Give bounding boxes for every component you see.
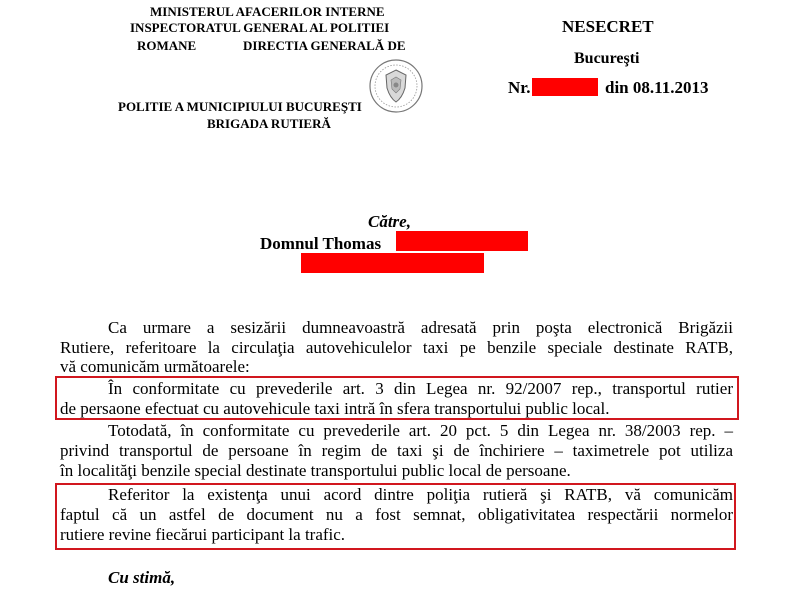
header-politie: POLITIE A MUNICIPIULUI BUCUREŞTI xyxy=(118,99,362,114)
paragraph-4-line-2: faptul că un astfel de document nu a fost semnat, obligativitatea respectării normelor xyxy=(60,505,733,524)
paragraph-2-line-2: de persaone efectuat cu autovehicule taxi intră în sfera transportului public local. xyxy=(60,399,610,418)
redacted-number xyxy=(532,78,598,96)
police-seal-icon xyxy=(368,58,424,114)
paragraph-2-line-1: În conformitate cu prevederile art. 3 din Legea nr. 92/2007 rep., transportul rutier xyxy=(108,379,733,398)
paragraph-3-line-3: în localităţi benzile special destinate transportului public local de persoane. xyxy=(60,461,571,480)
header-inspectorate: INSPECTORATUL GENERAL AL POLITIEI xyxy=(130,20,390,35)
addressee-name: Domnul Thomas xyxy=(260,234,382,253)
header-romane: ROMANE xyxy=(137,38,197,53)
header-brigada: BRIGADA RUTIERĂ xyxy=(207,116,331,131)
header-directia: DIRECTIA GENERALĂ DE xyxy=(243,38,406,53)
redacted-surname xyxy=(396,231,528,251)
classification-label: NESECRET xyxy=(562,17,654,36)
paragraph-1-line-3: vă comunicăm următoarele: xyxy=(60,357,250,376)
city-label: Bucureşti xyxy=(574,50,640,67)
paragraph-1-line-2: Rutiere, referitoare la circulaţia autovehiculelor taxi pe benzile speciale destinate RATB, xyxy=(60,338,733,357)
date-text: din 08.11.2013 xyxy=(605,78,709,97)
redacted-email xyxy=(301,253,484,273)
paragraph-1-line-1: Ca urmare a sesizării dumneavoastră adresată prin poşta electronică Brigăzii xyxy=(108,318,733,337)
to-label: Către, xyxy=(368,212,411,231)
paragraph-4-line-1: Referitor la existenţa unui acord dintre poliţia rutieră şi RATB, vă comunicăm xyxy=(108,485,733,504)
paragraph-3-line-1: Totodată, în conformitate cu prevederile art. 20 pct. 5 din Legea nr. 38/2003 rep. – xyxy=(108,421,733,440)
number-label: Nr. xyxy=(508,78,531,97)
paragraph-4-line-3: rutiere revine fiecărui participant la trafic. xyxy=(60,525,346,544)
closing-salutation: Cu stimă, xyxy=(108,568,176,587)
header-ministry: MINISTERUL AFACERILOR INTERNE xyxy=(150,4,385,19)
paragraph-3-line-2: privind transportul de persoane în regim de taxi şi de închiriere – taximetrele pot utiliza xyxy=(60,441,733,460)
